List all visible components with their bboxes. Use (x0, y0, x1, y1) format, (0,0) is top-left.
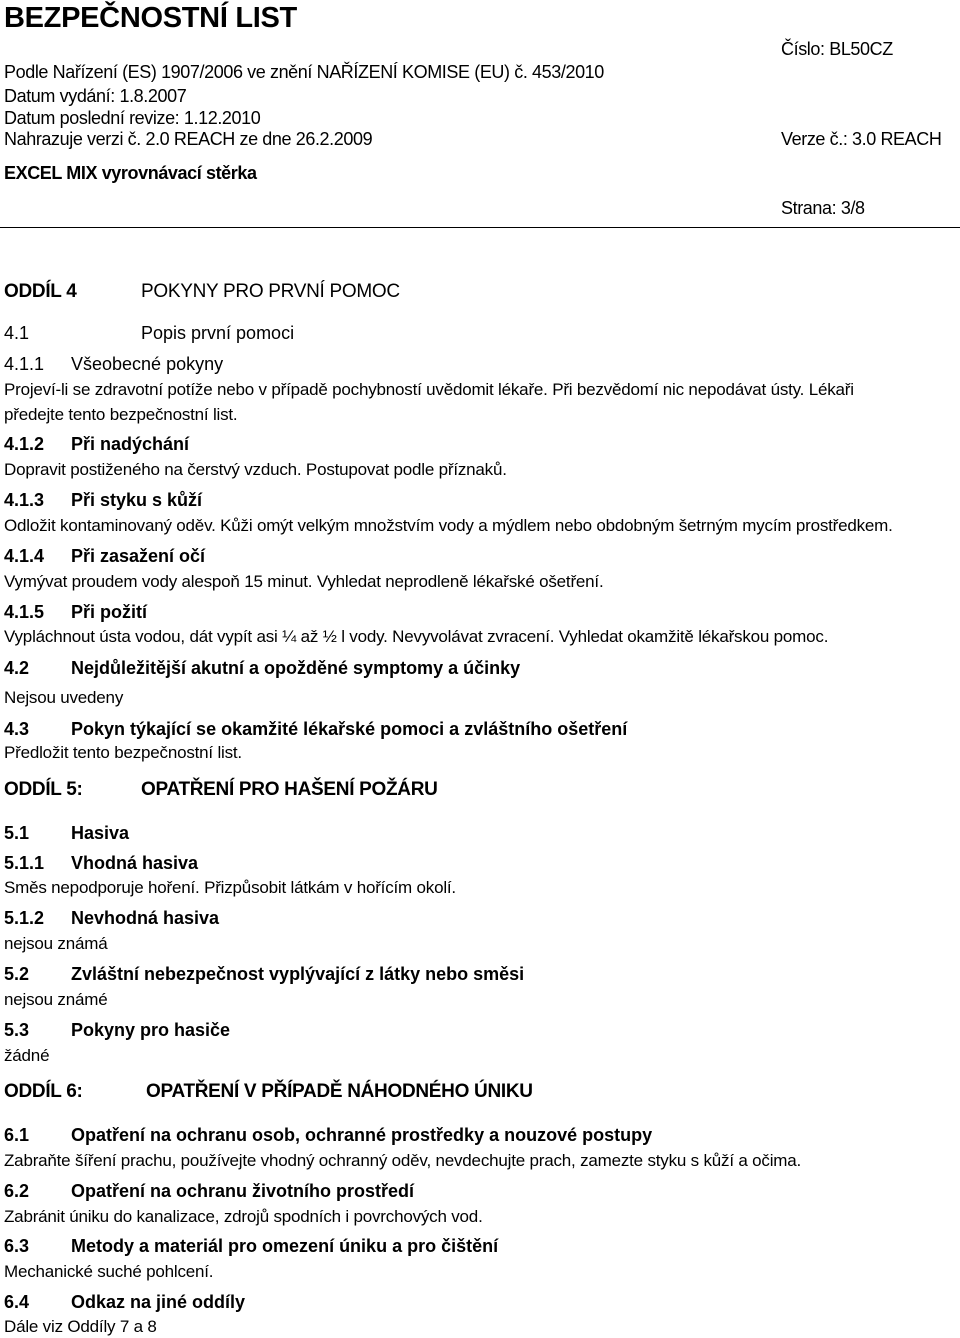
document-version: Verze č.: 3.0 REACH (781, 129, 942, 149)
replaces-version: Nahrazuje verzi č. 2.0 REACH ze dne 26.2.2009 (4, 129, 373, 149)
containment-methods-text: Mechanické suché pohlcení. (4, 1262, 214, 1281)
suitable-extinguishing-text: Směs nepodporuje hoření. Přizpůsobit látkám v hořícím okolí. (4, 878, 456, 897)
issue-date: Datum vydání: 1.8.2007 (4, 86, 187, 106)
section-6-label: ODDÍL 6: (4, 1081, 83, 1102)
symptoms-text: Nejsou uvedeny (4, 688, 124, 707)
subsection-4-1-5-number: 4.1.5 (4, 602, 45, 622)
subsection-4-1-number: 4.1 (4, 323, 30, 343)
subsection-5-1-title: Hasiva (71, 823, 130, 843)
subsection-4-1-1-title: Všeobecné pokyny (71, 354, 224, 374)
subsection-5-1-2-number: 5.1.2 (4, 908, 45, 928)
subsection-6-4-title: Odkaz na jiné oddíly (71, 1292, 246, 1312)
subsection-4-1-3-title: Při styku s kůží (71, 490, 203, 510)
subsection-5-1-1-title: Vhodná hasiva (71, 853, 199, 873)
document-title: BEZPEČNOSTNÍ LIST (4, 2, 297, 34)
ingestion-instructions: Vypláchnout ústa vodou, dát vypít asi ¼ až ½ l vody. Nevyvolávat zvracení. Vyhledat okamžitě lékařskou pomoc. (4, 627, 829, 646)
personal-precautions-text: Zabraňte šíření prachu, používejte vhodný ochranný oděv, nevdechujte prach, zamezte styku s kůží a očima. (4, 1151, 802, 1170)
subsection-5-1-number: 5.1 (4, 823, 30, 843)
subsection-4-1-3-number: 4.1.3 (4, 490, 45, 510)
skin-contact-instructions: Odložit kontaminovaný oděv. Kůži omýt velkým množstvím vody a mýdlem nebo obdobným šetrným mycím prostředkem. (4, 516, 893, 535)
subsection-6-3-title: Metody a materiál pro omezení úniku a pro čištění (71, 1236, 499, 1256)
header-divider (0, 227, 960, 228)
general-instructions-line-2: předejte tento bezpečnostní list. (4, 405, 238, 424)
environmental-precautions-text: Zabránit úniku do kanalizace, zdrojů spodních i povrchových vod. (4, 1207, 483, 1226)
other-sections-reference: Dále viz Oddíly 7 a 8 (4, 1317, 157, 1336)
section-5-title: OPATŘENÍ PRO HAŠENÍ POŽÁRU (141, 779, 438, 800)
subsection-4-1-4-title: Při zasažení očí (71, 546, 206, 566)
eye-contact-instructions: Vymývat proudem vody alespoň 15 minut. Vyhledat neprodleně lékařské ošetření. (4, 572, 604, 591)
subsection-5-2-title: Zvláštní nebezpečnost vyplývající z látky nebo směsi (71, 964, 525, 984)
section-4-title: POKYNY PRO PRVNÍ POMOC (141, 281, 400, 302)
subsection-6-4-number: 6.4 (4, 1292, 30, 1312)
page-number: Strana: 3/8 (781, 198, 865, 218)
subsection-4-3-number: 4.3 (4, 719, 30, 739)
section-6-title: OPATŘENÍ V PŘÍPADĚ NÁHODNÉHO ÚNIKU (146, 1081, 533, 1102)
subsection-5-2-number: 5.2 (4, 964, 30, 984)
medical-attention-text: Předložit tento bezpečnostní list. (4, 743, 242, 762)
subsection-4-1-5-title: Při požití (71, 602, 147, 622)
subsection-5-1-2-title: Nevhodná hasiva (71, 908, 220, 928)
firefighter-advice-text: žádné (4, 1046, 50, 1065)
regulation-reference: Podle Nařízení (ES) 1907/2006 ve znění NAŘÍZENÍ KOMISE (EU) č. 453/2010 (4, 62, 604, 82)
subsection-4-1-2-title: Při nadýchání (71, 434, 190, 454)
subsection-4-3-title: Pokyn týkající se okamžité lékařské pomoci a zvláštního ošetření (71, 719, 628, 739)
inhalation-instructions: Dopravit postiženého na čerstvý vzduch. Postupovat podle příznaků. (4, 460, 507, 479)
subsection-5-1-1-number: 5.1.1 (4, 853, 45, 873)
product-name: EXCEL MIX vyrovnávací stěrka (4, 163, 257, 183)
section-4-label: ODDÍL 4 (4, 281, 77, 302)
subsection-6-2-title: Opatření na ochranu životního prostředí (71, 1181, 415, 1201)
subsection-6-1-title: Opatření na ochranu osob, ochranné prostředky a nouzové postupy (71, 1125, 653, 1145)
subsection-5-3-number: 5.3 (4, 1020, 30, 1040)
subsection-4-1-title: Popis první pomoci (141, 323, 295, 343)
last-revision-date: Datum poslední revize: 1.12.2010 (4, 108, 261, 128)
section-5-label: ODDÍL 5: (4, 779, 83, 800)
subsection-6-2-number: 6.2 (4, 1181, 30, 1201)
subsection-4-1-1-number: 4.1.1 (4, 354, 45, 374)
subsection-5-3-title: Pokyny pro hasiče (71, 1020, 231, 1040)
special-hazards-text: nejsou známé (4, 990, 108, 1009)
subsection-6-1-number: 6.1 (4, 1125, 30, 1145)
subsection-6-3-number: 6.3 (4, 1236, 30, 1256)
subsection-4-1-4-number: 4.1.4 (4, 546, 45, 566)
unsuitable-extinguishing-text: nejsou známá (4, 934, 108, 953)
subsection-4-1-2-number: 4.1.2 (4, 434, 45, 454)
subsection-4-2-number: 4.2 (4, 658, 30, 678)
subsection-4-2-title: Nejdůležitější akutní a opožděné symptomy a účinky (71, 658, 521, 678)
general-instructions-line-1: Projeví-li se zdravotní potíže nebo v případě pochybností uvědomit lékaře. Při bezvědomí nic nepodávat ústy. Lékaři (4, 380, 854, 399)
document-number: Číslo: BL50CZ (781, 39, 893, 59)
